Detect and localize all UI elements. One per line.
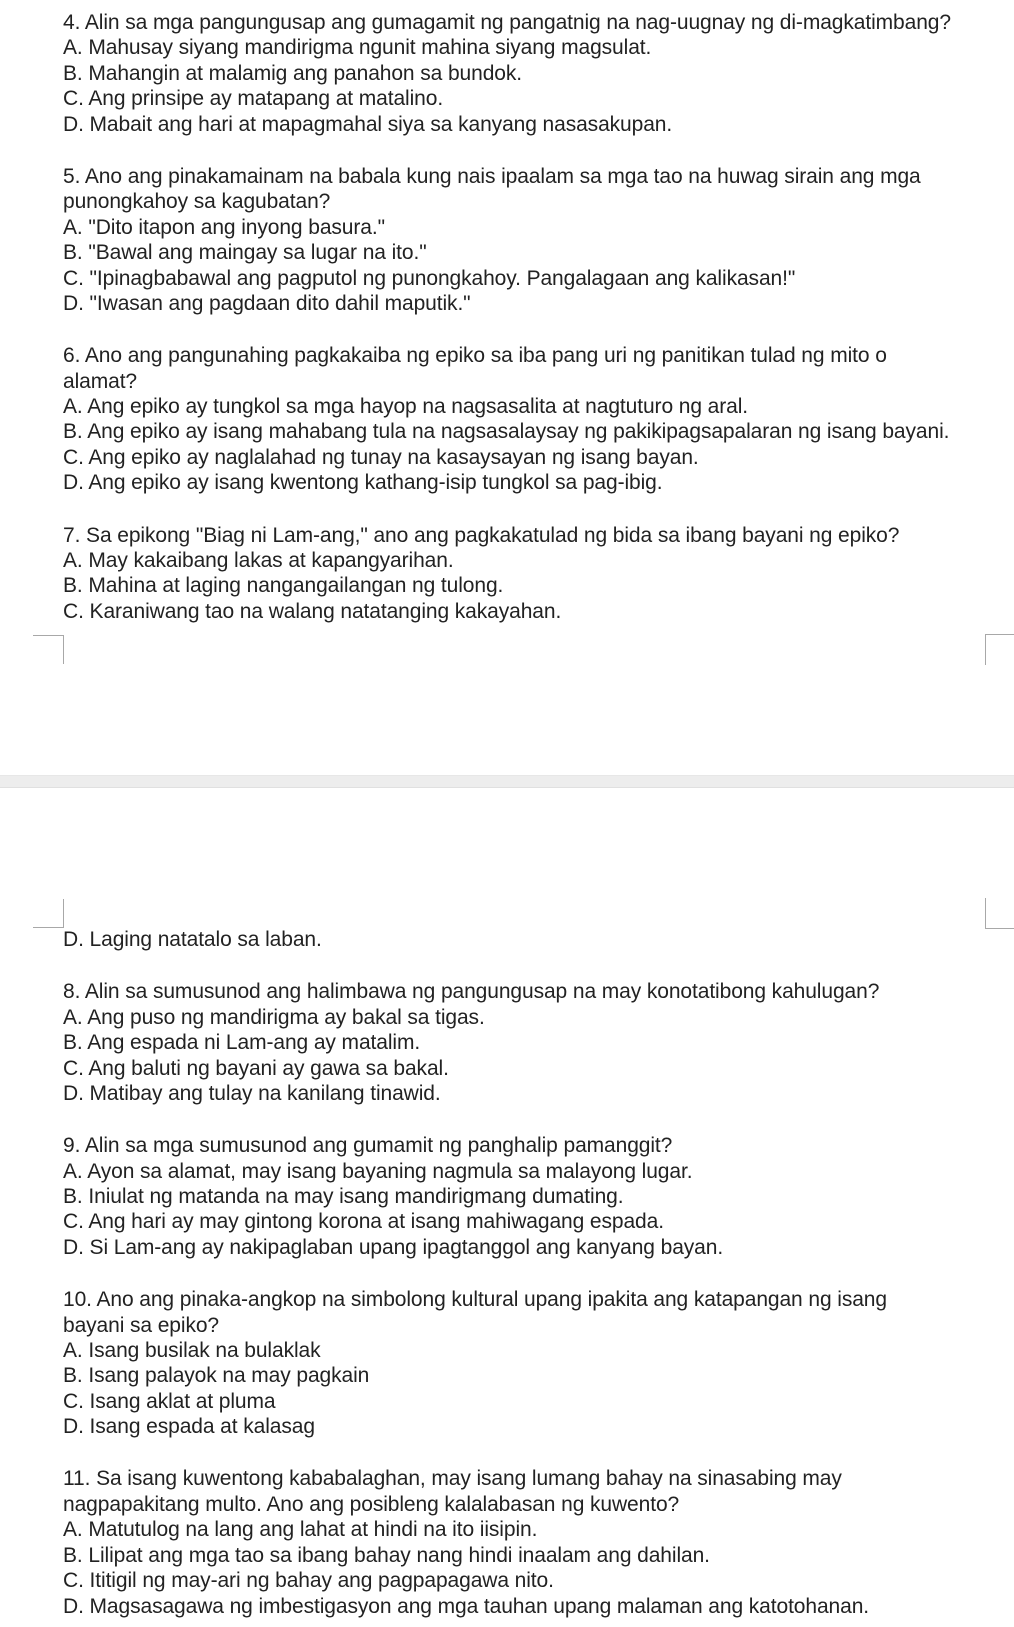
text-line: D. Magsasagawa ng imbestigasyon ang mga tauhan upang malaman ang katotohanan. [63, 1594, 870, 1618]
text-line: D. Ang epiko ay isang kwentong kathang-isip tungkol sa pag-ibig. [63, 471, 663, 495]
text-line: C. Ang baluti ng bayani ay gawa sa bakal. [63, 1056, 449, 1080]
text-line: A. Ang epiko ay tungkol sa mga hayop na nagsasalita at nagtuturo ng aral. [63, 395, 749, 419]
question-10 [63, 1287, 993, 1439]
text-line: C. Isang aklat at pluma [63, 1389, 276, 1413]
text-line: A. Mahusay siyang mandirigma ngunit mahina siyang magsulat. [63, 36, 652, 60]
text-line: 7. Sa epikong "Biag ni Lam-ang," ano ang pagkakatulad ng bida sa ibang bayani ng epiko? [63, 523, 900, 547]
question-6 [63, 343, 993, 495]
text-line: B. Lilipat ang mga tao sa ibang bahay nang hindi inaalam ang dahilan. [63, 1543, 710, 1567]
text-line: C. Ang epiko ay naglalahad ng tunay na kasaysayan ng isang bayan. [63, 445, 699, 469]
page2-top-right-corner-mark [985, 898, 1014, 929]
page-break-gap [0, 775, 1014, 788]
page1-bottom-right-corner-mark [985, 634, 1014, 665]
text-line: 4. Alin sa mga pangungusap ang gumagamit ng pangatnig na nag-uugnay ng di-magkatimbang? [63, 11, 951, 34]
text-line: 6. Ano ang pangunahing pagkakaiba ng epiko sa iba pang uri ng panitikan tulad ng mito o [63, 344, 887, 368]
question-4 [63, 10, 993, 137]
text-line: B. Ang epiko ay isang mahabang tula na nagsasalaysay ng pakikipagsapalaran ng isang bayani. [63, 420, 950, 444]
text-line: D. Mabait ang hari at mapagmahal siya sa kanyang nasasakupan. [63, 112, 673, 136]
text-line: D. Laging natatalo sa laban. [63, 928, 322, 951]
question-9 [63, 1133, 993, 1260]
question-11 [63, 1466, 993, 1618]
text-line: nagpapakitang multo. Ano ang posibleng kalalabasan ng kuwento? [63, 1492, 680, 1516]
text-line: C. Karaniwang tao na walang natatanging kakayahan. [63, 599, 562, 623]
text-line: B. Mahina at laging nangangailangan ng tulong. [63, 574, 504, 598]
question-7-continued [63, 927, 993, 952]
text-line: B. Ang espada ni Lam-ang ay matalim. [63, 1031, 421, 1055]
page2-top-left-corner-mark [33, 899, 64, 928]
text-line: D. Matibay ang tulay na kanilang tinawid. [63, 1081, 441, 1105]
text-line: A. Isang busilak na bulaklak [63, 1338, 321, 1362]
page-1-text-area [63, 10, 993, 624]
text-line: A. Ang puso ng mandirigma ay bakal sa tigas. [63, 1005, 485, 1029]
text-line: C. "Ipinagbabawal ang pagputol ng punongkahoy. Pangalagaan ang kalikasan!" [63, 266, 796, 290]
page1-bottom-left-corner-mark [33, 635, 64, 664]
text-line: B. Iniulat ng matanda na may isang mandirigmang dumating. [63, 1185, 624, 1209]
text-line: 8. Alin sa sumusunod ang halimbawa ng pangungusap na may konotatibong kahulugan? [63, 980, 880, 1004]
text-line: D. "Iwasan ang pagdaan dito dahil maputik." [63, 291, 471, 315]
text-line: B. Isang palayok na may pagkain [63, 1364, 370, 1388]
text-line: D. Isang espada at kalasag [63, 1415, 315, 1439]
question-8 [63, 979, 993, 1106]
text-line: D. Si Lam-ang ay nakipaglaban upang ipagtanggol ang kanyang bayan. [63, 1235, 724, 1259]
text-line: C. Ititigil ng may-ari ng bahay ang pagpapagawa nito. [63, 1569, 554, 1593]
question-7 [63, 523, 993, 625]
text-line: punongkahoy sa kagubatan? [63, 190, 331, 214]
text-line: C. Ang hari ay may gintong korona at isang mahiwagang espada. [63, 1210, 664, 1234]
text-line: 9. Alin sa mga sumusunod ang gumamit ng panghalip pamanggit? [63, 1134, 673, 1158]
text-line: bayani sa epiko? [63, 1313, 220, 1337]
text-line: A. May kakaibang lakas at kapangyarihan. [63, 548, 454, 572]
text-line: B. "Bawal ang maingay sa lugar na ito." [63, 241, 427, 265]
page-2-text-area [63, 927, 993, 1619]
text-line: B. Mahangin at malamig ang panahon sa bundok. [63, 61, 522, 85]
text-line: 10. Ano ang pinaka-angkop na simbolong kultural upang ipakita ang katapangan ng isang [63, 1288, 887, 1312]
text-line: 5. Ano ang pinakamainam na babala kung nais ipaalam sa mga tao na huwag sirain ang mga [63, 164, 921, 188]
text-line: alamat? [63, 369, 138, 393]
text-line: 11. Sa isang kuwentong kababalaghan, may isang lumang bahay na sinasabing may [63, 1467, 842, 1491]
text-line: A. Matutulog na lang ang lahat at hindi na ito iisipin. [63, 1518, 538, 1542]
text-line: A. "Dito itapon ang inyong basura." [63, 215, 385, 239]
text-line: A. Ayon sa alamat, may isang bayaning nagmula sa malayong lugar. [63, 1159, 693, 1183]
question-5 [63, 164, 993, 316]
text-line: C. Ang prinsipe ay matapang at matalino. [63, 87, 444, 111]
